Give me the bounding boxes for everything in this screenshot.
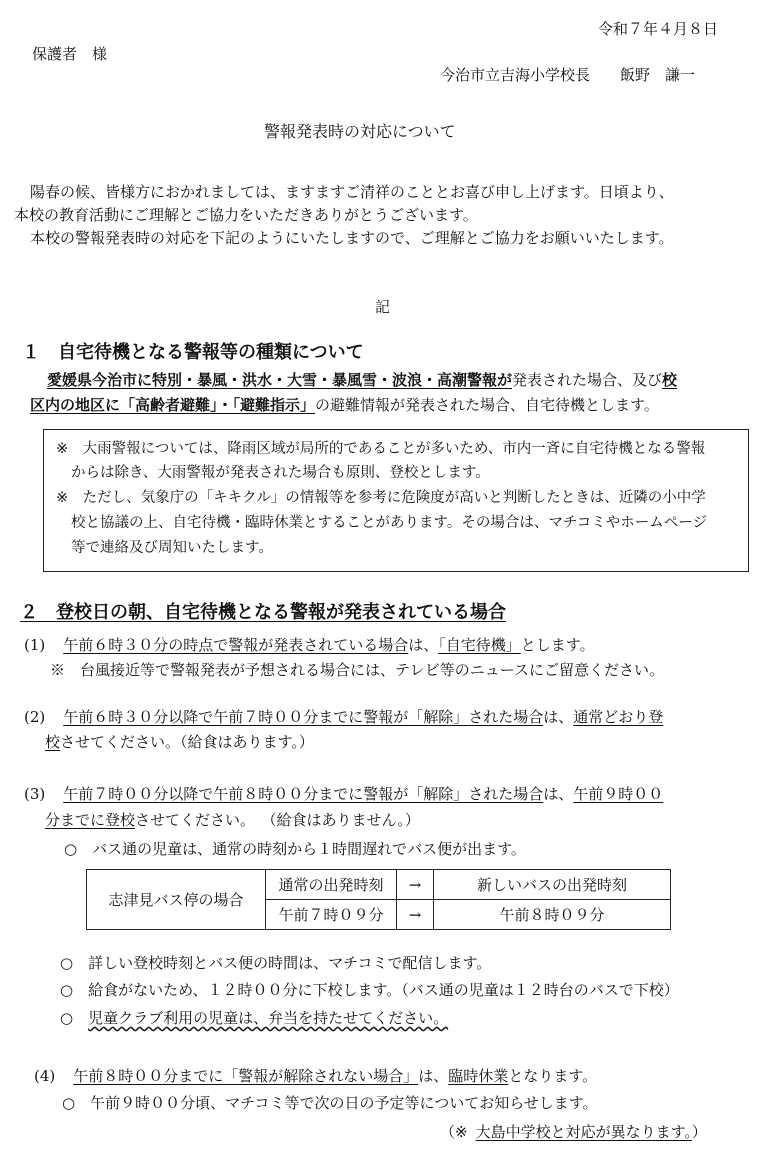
case-2-line-2 — [45, 733, 314, 751]
normal-time-header: 通常の出発時刻 — [266, 870, 397, 900]
case-3-bullet: ○ 詳しい登校時刻とバス便の時間は、マチコミで配信します。 — [60, 954, 492, 972]
case-4 — [34, 1067, 597, 1085]
section-1-text: 発表された場合、及び — [512, 371, 663, 389]
intro-line-2: 本校の教育活動にご理解とご協力をいただきありがとうございます。 — [14, 206, 478, 224]
section-1-paragraph-line-2 — [30, 396, 659, 414]
normal-attendance: 通常どおり登 — [573, 708, 664, 726]
warning-types: 愛媛県今治市に特別・暴風・洪水・大雪・暴風雪・波浪・高潮警報が — [47, 371, 513, 389]
case-3-text-2: させてください。 — [135, 811, 256, 829]
case-3-bullet — [60, 1009, 448, 1027]
school-district-text: 校 — [662, 371, 678, 389]
arrow-cell: → — [397, 900, 434, 930]
bus-stop-cell: 志津見バス停の場合 — [87, 870, 266, 930]
arrival-deadline-cont: 分までに登校 — [45, 811, 136, 829]
case-number: (3) — [24, 785, 46, 803]
section-1-heading: １ 自宅待機となる警報等の種類について — [22, 342, 364, 363]
normal-time-value: 午前７時０９分 — [266, 900, 397, 930]
case-number: (2) — [24, 708, 46, 726]
note-line: ※ 大雨警報については、降雨区域が局所的であることが多いため、市内一斉に自宅待機となる警報 — [56, 441, 706, 457]
case-number: (1) — [24, 636, 46, 654]
case-2-condition: 午前６時３０分以降で午前７時００分までに警報が「解除」された場合 — [63, 708, 544, 726]
section-2-heading: ２ 登校日の朝、自宅待機となる警報が発表されている場合 — [20, 602, 506, 623]
case-4-text-2: となります。 — [508, 1067, 598, 1085]
new-time-value: 午前８時０９分 — [434, 900, 671, 930]
section-1-paragraph-line-1 — [47, 371, 677, 389]
case-4-text: は、 — [418, 1067, 449, 1085]
footer-note — [440, 1123, 707, 1141]
oshima-junior-high-note: 大島中学校と対応が異なります。 — [475, 1123, 692, 1141]
case-3-bullet: ○ 給食がないため、１２時００分に下校します。（バス通の児童は１２時台のバスで下校） — [60, 981, 679, 999]
case-1-text: は、 — [408, 636, 439, 654]
intro-line-3: 本校の警報発表時の対応を下記のようにいたしますので、ご理解とご協力をお願いいたします。 — [30, 229, 674, 247]
case-1-text-2: とします。 — [520, 636, 595, 654]
case-1-note: ※ 台風接近等で警報発表が予想される場合には、テレビ等のニュースにご留意ください。 — [50, 661, 664, 679]
note-line: からは除き、大雨警報が発表された場合も原則、登校とします。 — [71, 465, 490, 481]
case-1 — [24, 636, 595, 654]
ki-marker: 記 — [375, 298, 391, 316]
new-time-header: 新しいバスの出発時刻 — [434, 870, 671, 900]
arrival-deadline: 午前９時００ — [573, 785, 664, 803]
bus-schedule-table — [86, 869, 671, 930]
case-2 — [24, 708, 663, 726]
note-box — [43, 429, 749, 572]
case-3-condition: 午前７時００分以降で午前８時００分までに警報が「解除」された場合 — [63, 785, 544, 803]
home-standby: 「自宅待機」 — [438, 636, 521, 654]
case-1-condition: 午前６時３０分の時点で警報が発表されている場合 — [63, 636, 409, 654]
case-2-text-2: させてください。（給食はあります。） — [60, 733, 314, 751]
intro-line-1: 陽春の候、皆様方におかれましては、ますますご清祥のこととお喜び申し上げます。日頃より、 — [30, 183, 674, 201]
evacuation-info: 区内の地区に「高齢者避難」・「避難指示」 — [30, 396, 316, 414]
page-title: 警報発表時の対応について — [264, 122, 456, 141]
document-date: 令和７年４月８日 — [598, 20, 719, 38]
footer-open: （※ — [440, 1123, 468, 1141]
case-4-condition: 午前８時００分までに — [73, 1067, 224, 1085]
case-3 — [24, 785, 663, 803]
section-1-text-2: の避難情報が発表された場合、自宅待機とします。 — [315, 396, 659, 414]
arrow-cell: → — [397, 870, 434, 900]
note-line: 校と協議の上、自宅待機・臨時休業とすることがあります。その場合は、マチコミやホームページ — [71, 515, 707, 531]
footer-close: ） — [691, 1123, 707, 1141]
school-closure: 臨時休業 — [448, 1067, 509, 1085]
kids-club-note: 児童クラブ利用の児童は、弁当を持たせてください。 — [88, 1009, 449, 1027]
bus-note: ○ バス通の児童は、通常の時刻から１時間遅れでバス便が出ます。 — [64, 840, 526, 858]
case-2-text: は、 — [543, 708, 574, 726]
no-lunch-note: （給食はありません。） — [269, 811, 420, 829]
note-line: ※ ただし、気象庁の「キキクル」の情報等を参考に危険度が高いと判断したときは、近隣の小中学 — [56, 490, 706, 506]
recipient: 保護者 様 — [32, 45, 108, 63]
normal-attendance-cont: 校 — [45, 733, 61, 751]
case-number: (4) — [34, 1067, 56, 1085]
case-4-bullet: ○ 午前９時００分頃、マチコミ等で次の日の予定等についてお知らせします。 — [62, 1094, 598, 1112]
warning-not-lifted: 「警報が解除されない場合」 — [223, 1067, 419, 1085]
sender: 今治市立吉海小学校長 飯野 謙一 — [440, 66, 696, 84]
case-3-line-2 — [45, 811, 420, 829]
note-line: 等で連絡及び周知いたします。 — [71, 540, 273, 556]
case-3-text: は、 — [543, 785, 574, 803]
bullet-mark: ○ — [60, 1009, 89, 1027]
